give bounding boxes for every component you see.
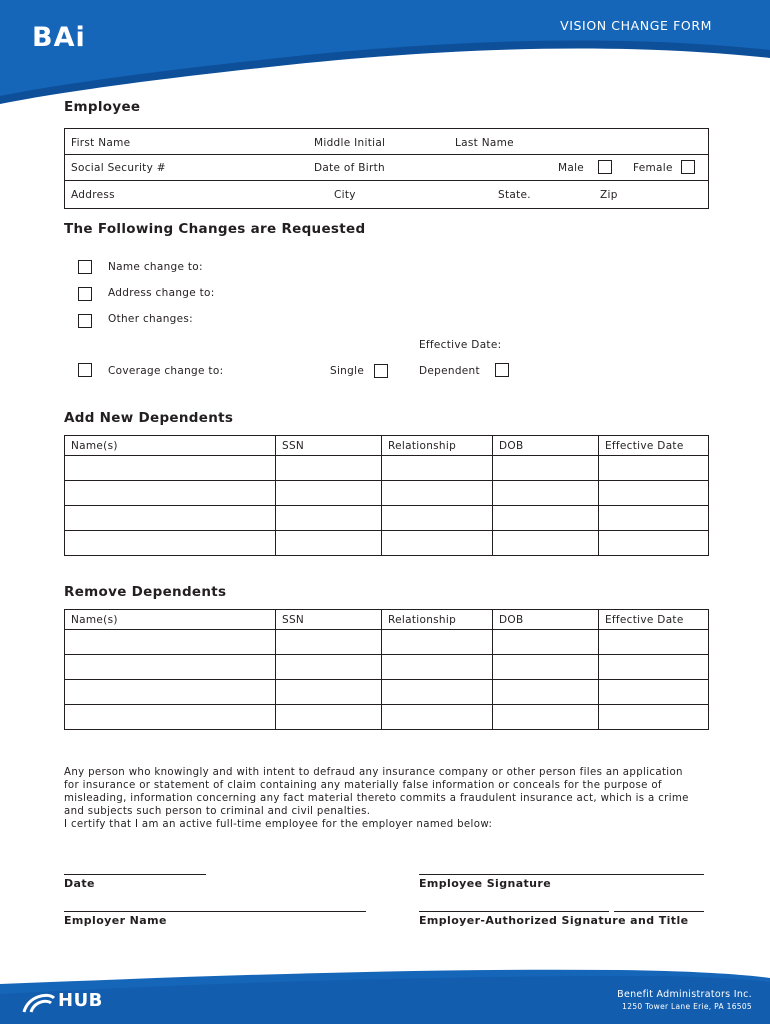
company-name: Benefit Administrators Inc. [617, 989, 752, 1000]
column-header: Name(s) [65, 610, 276, 630]
table-cell[interactable] [382, 456, 493, 481]
other-changes-label: Other changes: [108, 313, 194, 325]
table-cell[interactable] [276, 680, 382, 705]
coverage-change-label: Coverage change to: [108, 365, 224, 377]
table-cell[interactable] [65, 705, 276, 730]
table-cell[interactable] [382, 680, 493, 705]
form-title: VISION CHANGE FORM [560, 18, 712, 33]
female-checkbox[interactable] [681, 160, 695, 174]
table-cell[interactable] [599, 655, 709, 680]
table-cell[interactable] [276, 630, 382, 655]
male-checkbox[interactable] [598, 160, 612, 174]
table-cell[interactable] [493, 680, 599, 705]
add-dependents-heading: Add New Dependents [64, 410, 234, 426]
employee-signature-line[interactable] [419, 874, 704, 875]
table-cell[interactable] [599, 506, 709, 531]
legal-line: misleading, information concerning any fact material thereto commits a fraudulent insurance act, which is a crime [64, 793, 689, 804]
dependent-checkbox[interactable] [495, 363, 509, 377]
table-cell[interactable] [599, 705, 709, 730]
ssn-field[interactable]: Social Security # [71, 162, 166, 174]
dob-field[interactable]: Date of Birth [314, 162, 386, 174]
employer-title-line[interactable] [614, 911, 704, 912]
table-cell[interactable] [65, 680, 276, 705]
table-cell[interactable] [276, 481, 382, 506]
table-cell[interactable] [599, 680, 709, 705]
table-row [65, 705, 709, 730]
table-cell[interactable] [493, 506, 599, 531]
column-header: Effective Date [599, 610, 709, 630]
table-cell[interactable] [493, 705, 599, 730]
female-label: Female [633, 162, 673, 174]
employer-name-line[interactable] [64, 911, 366, 912]
remove-dependents-heading: Remove Dependents [64, 584, 227, 600]
company-address: 1250 Tower Lane Erie, PA 16505 [622, 1002, 752, 1011]
coverage-change-checkbox[interactable] [78, 363, 92, 377]
hub-logo-icon [22, 990, 56, 1014]
table-cell[interactable] [382, 630, 493, 655]
add-dependents-table [64, 435, 709, 556]
legal-notice [64, 766, 704, 831]
column-header: DOB [493, 436, 599, 456]
dependent-label: Dependent [419, 365, 480, 377]
table-cell[interactable] [276, 456, 382, 481]
table-cell[interactable] [493, 456, 599, 481]
column-header: Effective Date [599, 436, 709, 456]
table-cell[interactable] [276, 531, 382, 556]
table-cell[interactable] [65, 506, 276, 531]
single-label: Single [330, 365, 365, 377]
column-header: Relationship [382, 436, 493, 456]
table-cell[interactable] [382, 481, 493, 506]
table-cell[interactable] [65, 456, 276, 481]
table-row [65, 630, 709, 655]
table-cell[interactable] [382, 655, 493, 680]
column-header: Name(s) [65, 436, 276, 456]
remove-dependents-table [64, 609, 709, 730]
table-cell[interactable] [65, 630, 276, 655]
employee-signature-label: Employee Signature [419, 877, 552, 890]
table-cell[interactable] [276, 705, 382, 730]
table-header-row [65, 436, 709, 456]
first-name-field[interactable]: First Name [71, 137, 131, 149]
state-field[interactable]: State. [498, 189, 531, 201]
column-header: SSN [276, 436, 382, 456]
city-field[interactable]: City [334, 189, 356, 201]
single-checkbox[interactable] [374, 364, 388, 378]
address-change-label: Address change to: [108, 287, 215, 299]
date-label: Date [64, 877, 95, 890]
table-cell[interactable] [599, 630, 709, 655]
date-line[interactable] [64, 874, 206, 875]
changes-heading: The Following Changes are Requested [64, 221, 366, 237]
zip-field[interactable]: Zip [600, 189, 618, 201]
column-header: SSN [276, 610, 382, 630]
legal-line: for insurance or statement of claim containing any materially false information or conceals for the purpose of [64, 780, 662, 791]
name-change-label: Name change to: [108, 261, 203, 273]
table-cell[interactable] [599, 456, 709, 481]
effective-date-field[interactable]: Effective Date: [419, 339, 502, 351]
table-cell[interactable] [599, 481, 709, 506]
last-name-field[interactable]: Last Name [455, 137, 514, 149]
employer-signature-label: Employer-Authorized Signature and Title [419, 914, 689, 927]
middle-initial-field[interactable]: Middle Initial [314, 137, 386, 149]
table-cell[interactable] [493, 655, 599, 680]
table-header-row [65, 610, 709, 630]
certification-line: I certify that I am an active full-time employee for the employer named below: [64, 819, 493, 830]
table-cell[interactable] [65, 531, 276, 556]
table-cell[interactable] [493, 481, 599, 506]
name-change-checkbox[interactable] [78, 260, 92, 274]
column-header: Relationship [382, 610, 493, 630]
column-header: DOB [493, 610, 599, 630]
divider [64, 154, 708, 155]
table-row [65, 481, 709, 506]
address-field[interactable]: Address [71, 189, 115, 201]
legal-line: and subjects such person to criminal and civil penalties. [64, 806, 371, 817]
table-cell[interactable] [65, 655, 276, 680]
table-cell[interactable] [599, 531, 709, 556]
other-changes-checkbox[interactable] [78, 314, 92, 328]
employee-heading: Employee [64, 99, 141, 115]
hub-logo-text: HUB [58, 990, 103, 1011]
table-cell[interactable] [65, 481, 276, 506]
legal-line: Any person who knowingly and with intent to defraud any insurance company or other person files an application [64, 767, 683, 778]
table-cell[interactable] [382, 531, 493, 556]
divider [64, 180, 708, 181]
employer-signature-line[interactable] [419, 911, 609, 912]
table-row [65, 655, 709, 680]
table-cell[interactable] [276, 506, 382, 531]
employer-name-label: Employer Name [64, 914, 167, 927]
bai-logo: BAi [32, 22, 86, 53]
table-cell[interactable] [493, 531, 599, 556]
header-band [0, 0, 770, 110]
table-cell[interactable] [276, 655, 382, 680]
table-row [65, 456, 709, 481]
table-cell[interactable] [382, 506, 493, 531]
table-cell[interactable] [382, 705, 493, 730]
table-row [65, 531, 709, 556]
table-cell[interactable] [493, 630, 599, 655]
table-row [65, 680, 709, 705]
address-change-checkbox[interactable] [78, 287, 92, 301]
male-label: Male [558, 162, 585, 174]
table-row [65, 506, 709, 531]
